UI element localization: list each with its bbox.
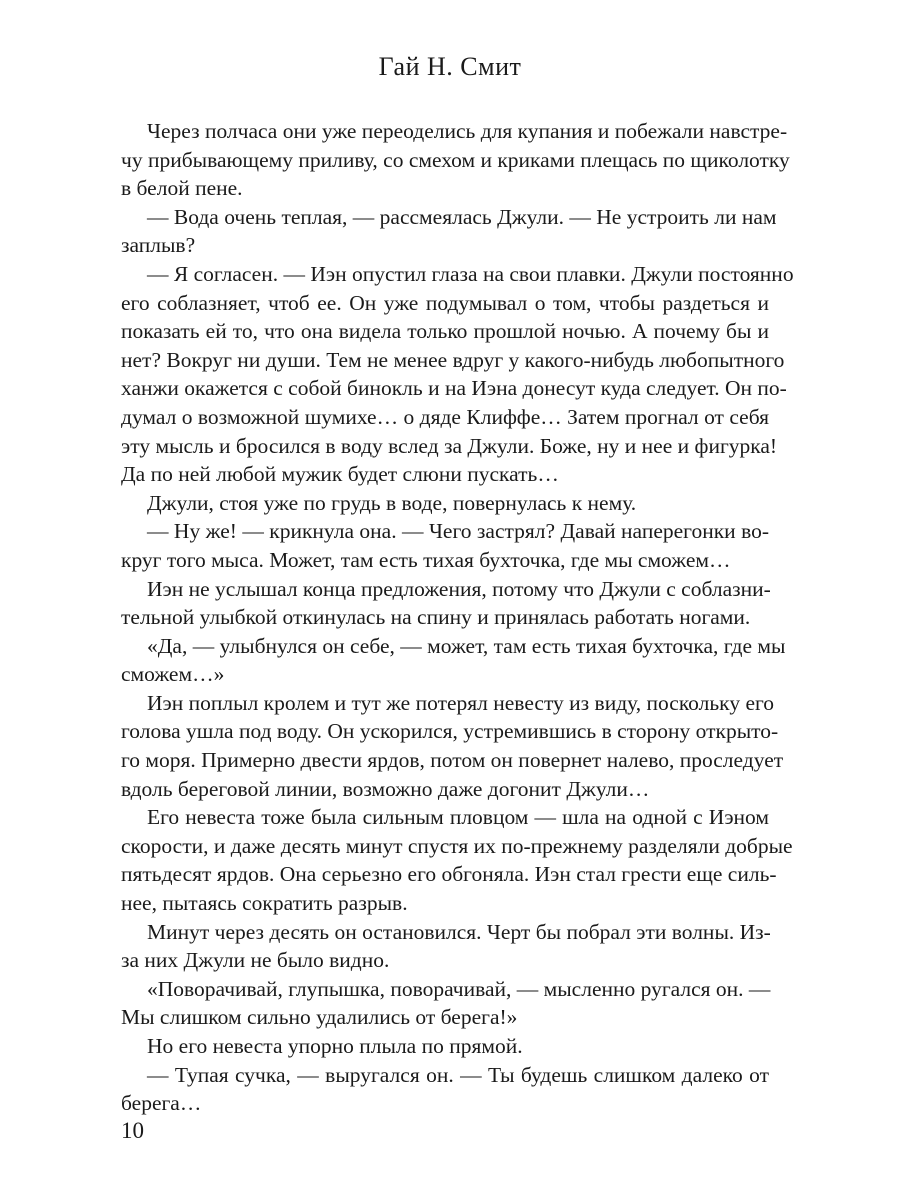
text-line: сможем…» (121, 662, 225, 687)
paragraph (121, 517, 769, 574)
paragraph (121, 632, 786, 689)
text-line: его соблазняет, чтоб ее. Он уже подумывал о том, чтобы раздеться и (121, 290, 769, 315)
text-line: пятьдесят ярдов. Она серьезно его обгоняла. Иэн стал грести еще силь- (121, 862, 777, 887)
text-line: Его невеста тоже была сильным пловцом — шла на одной с Иэном (147, 805, 769, 830)
text-line: нее, пытаясь сократить разрыв. (121, 891, 408, 916)
text-line: нет? Вокруг ни души. Тем не менее вдруг у какого-нибудь любопытного (121, 347, 785, 372)
text-line: заплыв? (121, 233, 196, 258)
text-line: думал о возможной шумихе… о дяде Клиффе… Затем прогнал от себя (121, 404, 769, 429)
text-line: тельной улыбкой откинулась на спину и принялась работать ногами. (121, 605, 751, 630)
text-line: Иэн поплыл кролем и тут же потерял невесту из виду, поскольку его (147, 690, 775, 715)
body-text (121, 117, 794, 1118)
text-line: эту мысль и бросился в воду вслед за Джули. Боже, ну и нее и фигурка! (121, 433, 778, 458)
text-line: чу прибывающему приливу, со смехом и криками плещась по щиколотку (121, 147, 790, 172)
text-line: — Я согласен. — Иэн опустил глаза на свои плавки. Джули постоянно (147, 261, 794, 286)
text-line: Да по ней любой мужик будет слюни пускать… (121, 462, 559, 487)
text-line: «Поворачивай, глупышка, поворачивай, — мысленно ругался он. — (147, 976, 771, 1001)
text-line: Джули, стоя уже по грудь в воде, повернулась к нему. (147, 490, 637, 515)
text-line: Но его невеста упорно плыла по прямой. (147, 1034, 523, 1058)
paragraph (121, 1032, 769, 1061)
paragraph (121, 803, 793, 917)
paragraph (121, 689, 784, 803)
paragraph (121, 918, 769, 975)
text-line: скорости, и даже десять минут спустя их по-прежнему разделяли добрые (121, 833, 793, 858)
paragraph (121, 203, 777, 260)
text-line: Минут через десять он остановился. Черт бы побрал эти волны. Из- (147, 919, 771, 944)
paragraph (121, 1061, 769, 1118)
text-line: — Ну же! — крикнула она. — Чего застрял? Давай наперегонки во- (147, 519, 769, 544)
text-line: в белой пене. (121, 176, 243, 201)
text-line: берега… (121, 1091, 202, 1116)
text-line: «Да, — улыбнулся он себе, — может, там есть тихая бухточка, где мы (147, 633, 786, 658)
text-line: Иэн не услышал конца предложения, потому что Джули с соблазни- (147, 576, 771, 601)
paragraph (121, 117, 790, 203)
text-line: ханжи окажется с собой бинокль и на Иэна донесут куда следует. Он по- (121, 376, 787, 401)
paragraph (121, 489, 769, 518)
paragraph (121, 975, 769, 1032)
text-line: Мы слишком сильно удалились от берега!» (121, 1005, 518, 1030)
text-line: голова ушла под воду. Он ускорился, устремившись в сторону открыто- (121, 719, 779, 744)
paragraph (121, 575, 769, 632)
text-line: показать ей то, что она видела только прошлой ночью. А почему бы и (121, 319, 769, 344)
paragraph (121, 260, 794, 489)
text-line: — Тупая сучка, — выругался он. — Ты будешь слишком далеко от (147, 1062, 769, 1087)
text-line: — Вода очень теплая, — рассмеялась Джули. — Не устроить ли нам (147, 204, 777, 229)
text-line: круг того мыса. Может, там есть тихая бухточка, где мы сможем… (121, 547, 731, 572)
text-line: за них Джули не было видно. (121, 948, 390, 973)
page-number: 10 (121, 1118, 144, 1143)
text-line: го моря. Примерно двести ярдов, потом он повернет налево, проследует (121, 748, 784, 773)
text-line: вдоль береговой линии, возможно даже догонит Джули… (121, 776, 650, 801)
running-head: Гай Н. Смит (378, 52, 522, 81)
text-line: Через полчаса они уже переоделись для купания и побежали навстре- (147, 119, 788, 143)
